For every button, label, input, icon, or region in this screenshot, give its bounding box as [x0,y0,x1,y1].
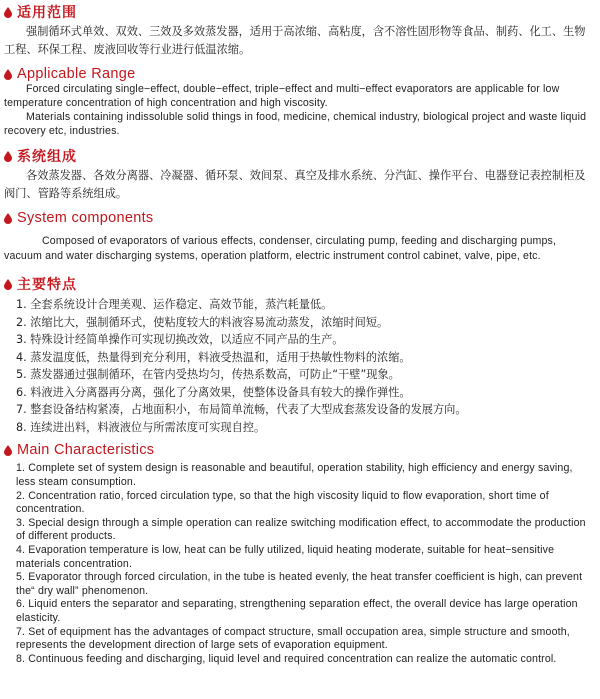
list-item: 4. 蒸发温度低，热量得到充分利用，料液受热温和，适用于热敏性物料的浓缩。 [16,350,411,364]
paragraph: Composed of evaporators of various effects, condenser, circulating pump, feeding and discharging pumps, vacuum and water discharging systems, operation platform, electric instrument control cabinet, valve, pipe, etc. [4,235,557,263]
section-heading [4,442,590,458]
list-item: 5. Evaporator through forced circulation, in the tube is heated evenly, the heat transfer coefficient is high, can prevent the“ dry wall” phenomenon. [16,571,583,597]
heading-text: 主要特点 [17,277,77,294]
red-drop-icon [4,213,12,224]
red-drop-icon [4,445,12,456]
list-item: 1. 全套系统设计合理美观、运作稳定、高效节能，蒸汽耗量低。 [16,298,333,312]
section-system-components-cn [4,146,590,202]
list-item: 6. Liquid enters the separator and separating, strengthening separation effect, the overall device has large operation elasticity. [16,598,578,624]
list-item: 3. Special design through a simple operation can realize switching modification effect, to accommodate the production of different products. [16,516,586,543]
list-item: 2. Concentration ratio, forced circulation type, so that the high viscosity liquid to flow evaporation, short time of concentration. [16,489,549,516]
section-main-characteristics-en [4,442,590,666]
section-heading [4,66,590,82]
heading-text: Applicable Range [17,66,136,82]
list-item: 8. Continuous feeding and discharging, liquid level and required concentration can realize the automatic control. [16,652,557,665]
list-item: 5. 蒸发器通过强制循环，在管内受热均匀，传热系数高，可防止“干壁”现象。 [16,368,400,382]
list-item: 4. Evaporation temperature is low, heat can be fully utilized, liquid heating moderate, suitable for heat−sensitive materials concentration. [16,543,555,570]
section-heading [4,146,590,166]
red-drop-icon [4,7,12,18]
section-applicable-range-cn [4,2,590,58]
list-item: 7. 整套设备结构紧凑，占地面积小，布局简单流畅，代表了大型成套蒸发设备的发展方向。 [16,403,467,417]
paragraph: Materials containing indissoluble solid things in food, medicine, chemical industry, biological project and waste liquid recovery etc, industries. [4,111,587,137]
section-main-features-cn [4,274,590,436]
list-item: 1. Complete set of system design is reasonable and beautiful, operation stability, high efficiency and energy saving, less steam consumption. [16,462,573,488]
list-item: 3. 特殊设计经简单操作可实现切换改效，以适应不同产品的生产。 [16,333,344,347]
heading-text: System components [17,210,154,227]
section-heading [4,210,590,226]
section-heading [4,274,590,294]
red-drop-icon [4,279,12,290]
heading-text: 适用范围 [17,5,77,21]
section-heading [4,2,590,22]
section-applicable-range-en [4,66,590,138]
heading-text: 系统组成 [17,149,77,166]
heading-text: Main Characteristics [17,442,155,459]
paragraph: Forced circulating single−effect, double−effect, triple−effect and multi−effect evaporators are applicable for low temperature concentration of high concentration and high viscosity. [4,83,560,109]
paragraph: 各效蒸发器、各效分离器、冷凝器、循环泵、效间泵、真空及排水系统、分汽缸、操作平台、电器登记表控制柜及阀门、管路等系统组成。 [4,169,586,200]
red-drop-icon [4,69,12,80]
list-item: 7. Set of equipment has the advantages of compact structure, small occupation area, simple structure and smooth, represents the development direction of large sets of evaporation equipment. [16,625,570,652]
list-item: 6. 料液进入分离器再分离，强化了分离效果，使整体设备具有较大的操作弹性。 [16,385,411,399]
feature-list-cn [4,296,590,436]
feature-list-en [4,462,590,666]
red-drop-icon [4,151,12,162]
section-system-components-en [4,210,590,264]
list-item: 2. 浓缩比大，强制循环式，使粘度较大的料液容易流动蒸发，浓缩时间短。 [16,315,389,329]
paragraph: 强制循环式单效、双效、三效及多效蒸发器，适用于高浓缩、高粘度，含不溶性固形物等食品、制药、化工、生物工程、环保工程、废液回收等行业进行低温浓缩。 [4,25,586,56]
list-item: 8. 连续进出料，料液液位与所需浓度可实现自控。 [16,420,266,434]
